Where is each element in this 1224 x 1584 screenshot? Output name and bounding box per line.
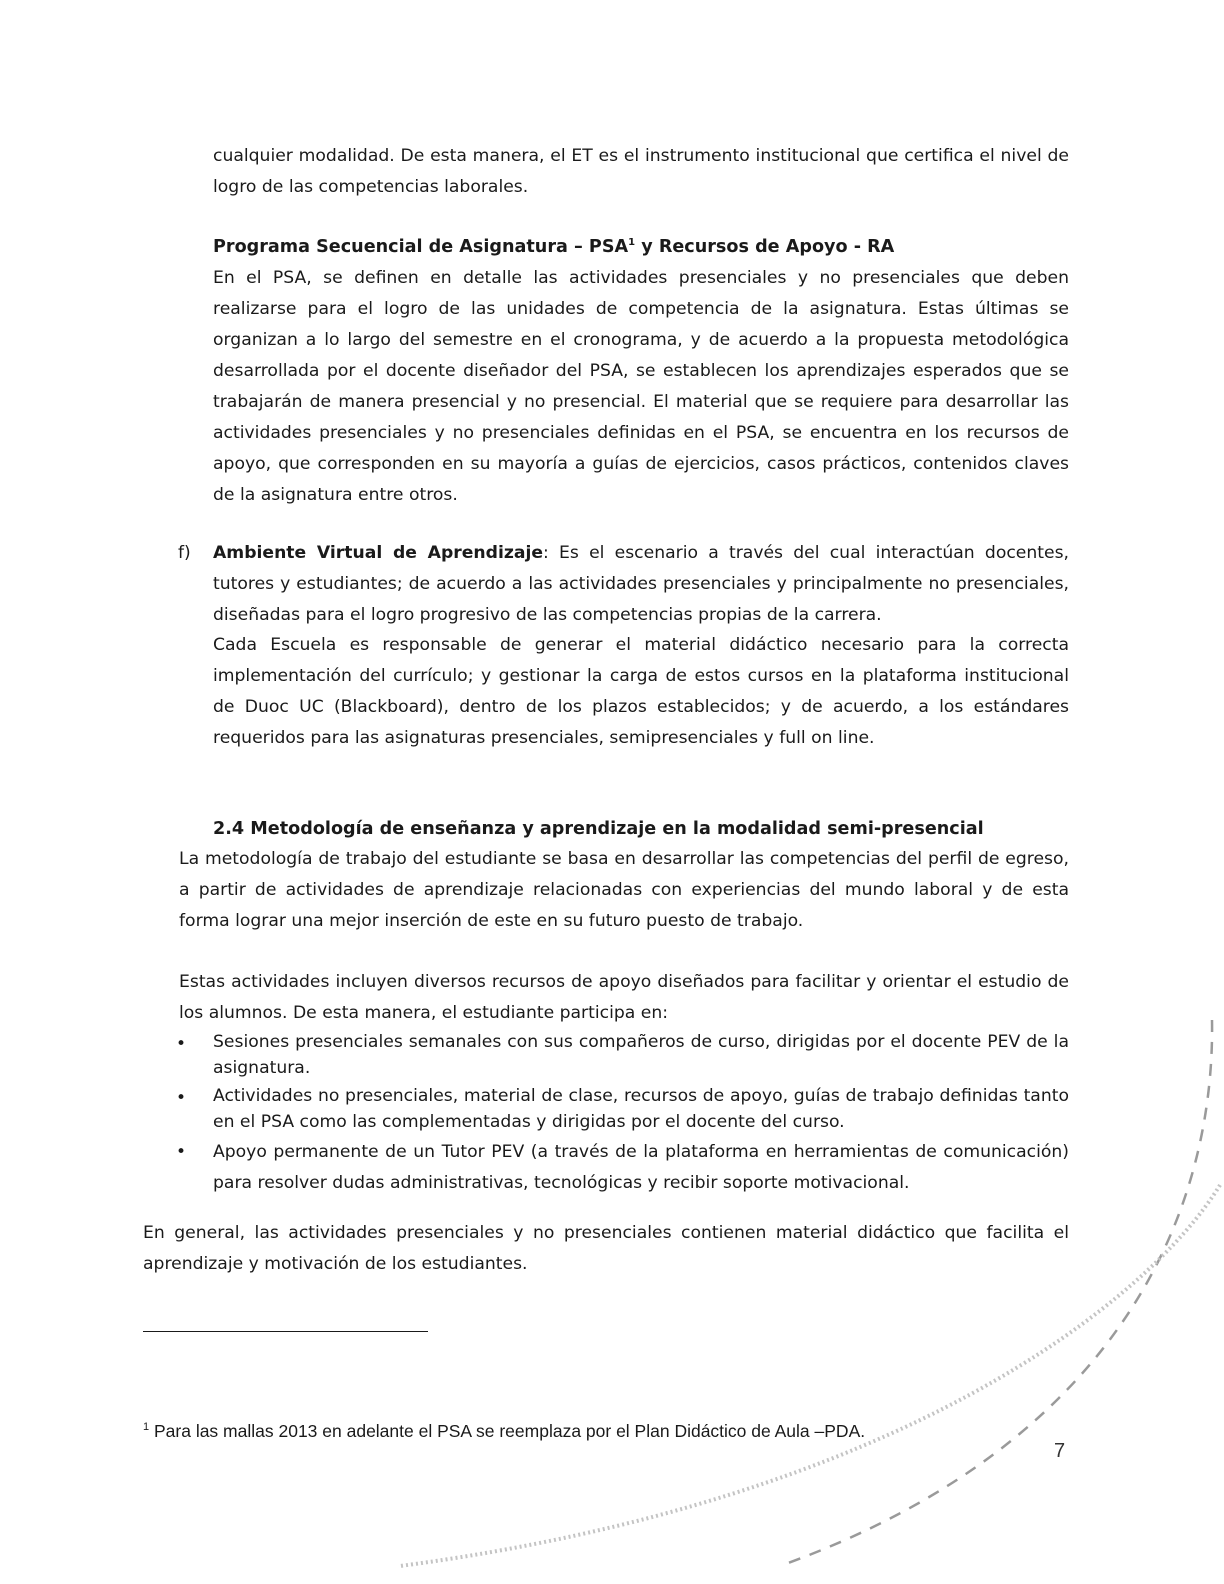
- ava-body: Cada Escuela es responsable de generar el material didáctico necesario para la correcta implementación del currículo; y gestionar la carga de estos cursos en la plataforma institucional de Duoc UC (Blackboard), dentro de los plazos establecidos; y de acuerdo, a los estándares requeridos para las asignaturas presenciales, semipresenciales y full on line.: [213, 635, 1069, 748]
- intro-paragraph: cualquier modalidad. De esta manera, el ET es el instrumento institucional que certifica el nivel de logro de las competencias laborales.: [213, 146, 1069, 197]
- page-number: 7: [1054, 1440, 1066, 1462]
- psa-footnote-ref[interactable]: 1: [628, 237, 636, 249]
- psa-heading-b: y Recursos de Apoyo - RA: [635, 237, 895, 257]
- section-paragraph-1: La metodología de trabajo del estudiante se basa en desarrollar las competencias del perfil de egreso, a partir de actividades de aprendizaje relacionadas con experiencias del mundo laboral y de esta forma lograr una mejor inserción de este en su futuro puesto de trabajo.: [179, 849, 1069, 931]
- section-heading: 2.4 Metodología de enseñanza y aprendizaje en la modalidad semi-presencial: [213, 819, 984, 839]
- ava-paragraph: [213, 538, 1069, 631]
- bullet-icon: •: [176, 1034, 187, 1054]
- bullet-icon: •: [176, 1088, 187, 1108]
- closing-paragraph: En general, las actividades presenciales y no presenciales contienen material didáctico que facilita el aprendizaje y motivación de los estudiantes.: [143, 1223, 1069, 1274]
- bullet-item: Actividades no presenciales, material de clase, recursos de apoyo, guías de trabajo definidas tanto en el PSA como las complementadas y dirigidas por el docente del curso.: [213, 1086, 1069, 1132]
- footnote-text: Para las mallas 2013 en adelante el PSA se reemplaza por el Plan Didáctico de Aula –PDA.: [149, 1420, 866, 1441]
- ava-definition: : Es el escenario a través del cual interactúan docentes, tutores y estudiantes; de acuerdo a las actividades presenciales y principalmente no presenciales, diseñadas para el logro progresivo de las competencias propias de la carrera.: [213, 543, 1069, 625]
- psa-heading: [213, 232, 1069, 263]
- bullet-icon: •: [176, 1142, 187, 1162]
- section-paragraph-2: Estas actividades incluyen diversos recursos de apoyo diseñados para facilitar y orientar el estudio de los alumnos. De esta manera, el estudiante participa en:: [179, 972, 1069, 1023]
- footnote: [143, 1416, 865, 1446]
- ava-term: Ambiente Virtual de Aprendizaje: [213, 543, 544, 563]
- psa-heading-a: Programa Secuencial de Asignatura – PSA: [213, 237, 629, 257]
- list-marker-f: f): [178, 543, 191, 563]
- bullet-item: Sesiones presenciales semanales con sus compañeros de curso, dirigidas por el docente PEV de la asignatura.: [213, 1032, 1069, 1078]
- footnote-number: 1: [143, 1420, 150, 1433]
- psa-body: En el PSA, se definen en detalle las actividades presenciales y no presenciales que deben realizarse para el logro de las unidades de competencia de la asignatura. Estas últimas se organizan a lo largo del semestre en el cronograma, y de acuerdo a la propuesta metodológica desarrollada por el docente diseñador del PSA, se establecen los aprendizajes esperados que se trabajarán de manera presencial y no presencial. El material que se requiere para desarrollar las actividades presenciales y no presenciales definidas en el PSA, se encuentra en los recursos de apoyo, que corresponden en su mayoría a guías de ejercicios, casos prácticos, contenidos claves de la asignatura entre otros.: [213, 268, 1069, 505]
- footnote-separator: [143, 1331, 428, 1332]
- bullet-item: Apoyo permanente de un Tutor PEV (a través de la plataforma en herramientas de comunicación) para resolver dudas administrativas, tecnológicas y recibir soporte motivacional.: [213, 1142, 1069, 1193]
